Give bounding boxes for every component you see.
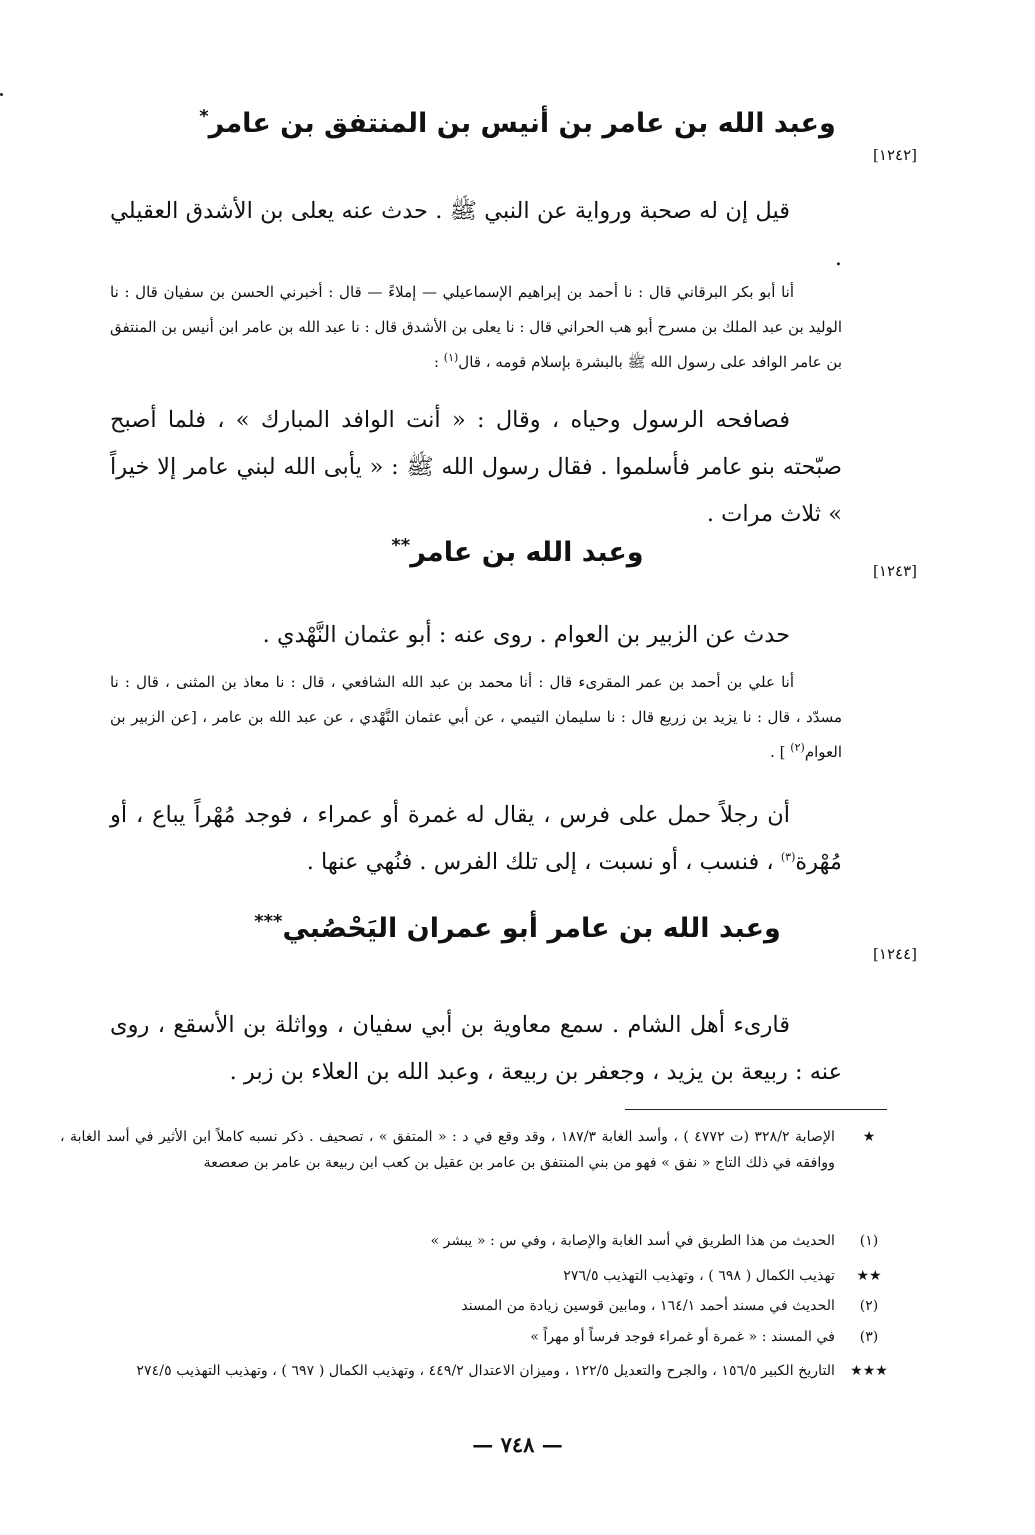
footnote-marker: (٢)	[859, 1298, 879, 1314]
entry-title: وعبد الله بن عامر أبو عمران اليَحْصُبي	[282, 913, 781, 944]
footnote	[60, 1358, 890, 1384]
footnote-text: الحديث من هذا الطريق في أسد الغابة والإصابة ، وفي س : « يبشر »	[430, 1233, 835, 1249]
entry-number: [١٢٤٤]	[873, 945, 917, 963]
footnote-text: تهذيب الكمال ( ٦٩٨ ) ، وتهذيب التهذيب ٢٧٦/٥	[563, 1268, 835, 1284]
entry-title: وعبد الله بن عامر بن أنيس بن المنتفق بن عامر	[208, 108, 836, 139]
entry-heading	[0, 108, 1035, 139]
scan-speck	[0, 93, 3, 96]
entry-title: وعبد الله بن عامر	[410, 537, 644, 568]
footnote-marker: ★	[862, 1129, 876, 1145]
footnote-ref: (٣)	[780, 850, 796, 864]
footnote-ref: (٢)	[790, 741, 805, 754]
isnad-chain: أنا علي بن أحمد بن عمر المقرىء قال : أنا محمد بن عبد الله الشافعي ، قال : نا معاذ بن المثنى ، قال : نا مسدّد ، قال : نا يزيد بن زريع قال : نا سليمان التيمي ، عن أبي عثمان النَّهْدي ، عن عبد الله بن عامر ، [عن الزبير بن العوام$^{(٢)}$ ] .	[110, 673, 842, 761]
isnad-chain: أنا أبو بكر البرقاني قال : نا أحمد بن إبراهيم الإسماعيلي — إملاءً — قال : أخبرني الحسن بن سفيان قال : نا الوليد بن عبد الملك بن مسرح أبو هب الحراني قال : نا يعلى بن الأشدق قال : نا عبد الله بن عامر ابن أنيس بن المنتفق بن عامر الوافد على رسول الله ﷺ بالبشرة بإسلام قومه ، قال$^{(١)}$ :	[110, 283, 842, 371]
footnote-marker: **	[391, 535, 411, 556]
entry-intro: حدث عن الزبير بن العوام . روى عنه : أبو عثمان النَّهْدي .	[262, 622, 790, 648]
footnote-marker: ★★★	[850, 1363, 888, 1379]
footnote-text: التاريخ الكبير ١٥٦/٥ ، والجرح والتعديل ١٢٢/٥ ، وميزان الاعتدال ٤٤٩/٢ ، وتهذيب الكمال ( ٦٩٧ ) ، وتهذيب التهذيب ٢٧٤/٥	[136, 1363, 835, 1379]
entry-heading	[0, 913, 1035, 944]
footnote	[60, 1124, 890, 1176]
page-number: — ٧٤٨ —	[472, 1432, 563, 1457]
footnote	[60, 1293, 890, 1319]
footnote-marker: *	[199, 106, 209, 127]
footnote	[60, 1228, 890, 1254]
entry-heading	[0, 537, 1035, 568]
entry-number: [١٢٤٢]	[873, 146, 917, 164]
footnote-marker: (١)	[859, 1233, 879, 1249]
entry-intro: قيل إن له صحبة ورواية عن النبي ﷺ . حدث عنه يعلى بن الأشدق العقيلي .	[110, 198, 842, 271]
footnote-divider	[625, 1109, 887, 1110]
entry-intro: قارىء أهل الشام . سمع معاوية بن أبي سفيان ، وواثلة بن الأسقع ، روى عنه : ربيعة بن يزيد ، وجعفر بن ربيعة ، وعبد الله بن العلاء بن زبر .	[110, 1012, 842, 1085]
footnote	[60, 1324, 890, 1350]
footnote-text: في المسند : « غمرة أو غمراء فوجد فرساً أو مهراً »	[530, 1329, 835, 1345]
hadith-text: فصافحه الرسول وحياه ، وقال : « أنت الوافد المبارك » ، فلما أصبح صبّحته بنو عامر فأسلموا . فقال رسول الله ﷺ : « يأبى الله لبني عامر إلا خيراً » ثلاث مرات .	[110, 407, 842, 527]
footnote-text: الإصابة ٣٢٨/٢ (ت ٤٧٧٢ ) ، وأسد الغابة ١٨٧/٣ ، وقد وقع في د : « المتفق » ، تصحيف . ذكر نسبه كاملاً ابن الأثير في أسد الغابة ، ووافقه في ذلك التاج « نفق » فهو من بني المنتفق بن عامر بن عقيل بن كعب ابن ربيعة بن عامر بن صعصعة	[60, 1129, 835, 1171]
footnote-marker: (٣)	[859, 1329, 879, 1345]
footnote-ref: (١)	[443, 351, 459, 364]
hadith-text: أن رجلاً حمل على فرس ، يقال له غمرة أو عمراء ، فوجد مُهْراً يباع ، أو مُهْرة$^{(٣)}$ ، فنسب ، أو نسبت ، إلى تلك الفرس . فنُهي عنها .	[110, 802, 842, 875]
entry-number: [١٢٤٣]	[873, 562, 917, 580]
footnote-text: الحديث في مسند أحمد ١٦٤/١ ، ومابين قوسين زيادة من المسند	[461, 1298, 835, 1314]
footnote-marker: ★★	[856, 1268, 882, 1284]
footnote	[60, 1263, 890, 1289]
footnote-marker: ***	[254, 911, 283, 932]
